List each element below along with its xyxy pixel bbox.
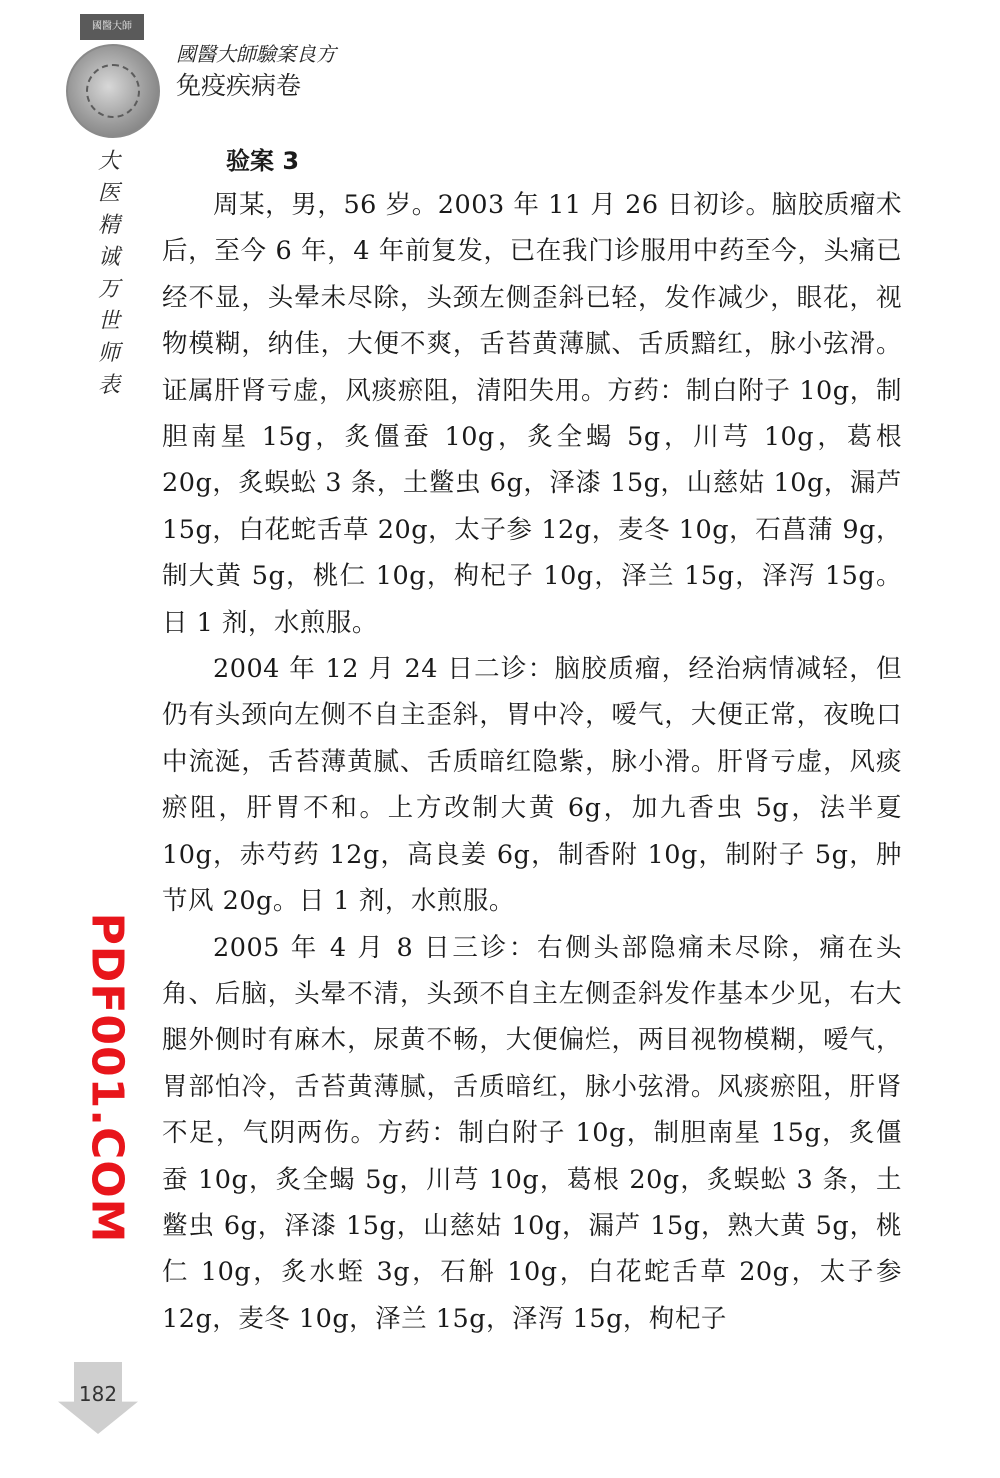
motto-char: 世	[97, 309, 120, 334]
paragraph-third-visit: 2005 年 4 月 8 日三诊：右侧头部隐痛未尽除，痛在头角、后脑，头晕不清，头颈不自主左侧歪斜发作基本少见，右大腿外侧时有麻木，尿黄不畅，大便偏烂，两目视物模糊，嗳气，胃部怕冷，舌苔黄薄腻，舌质暗红，脉小弦滑。风痰瘀阻，肝肾不足，气阴两伤。方药：制白附子 10g，制胆南星 15g，炙僵蚕 10g，炙全蝎 5g，川芎 10g，葛根 20g，炙蜈蚣 3 条，土鳖虫 6g，泽漆 15g，山慈姑 10g，漏芦 15g，熟大黄 5g，桃仁 10g，炙水蛭 3g，石斛 10g，白花蛇舌草 20g，太子参 12g，麦冬 10g，泽兰 15g，泽泻 15g，枸杞子	[162, 932, 902, 1334]
motto-char: 师	[97, 341, 120, 366]
page-number: 182	[78, 1382, 118, 1406]
medal-disc-icon	[66, 44, 160, 138]
motto-char: 大	[97, 149, 120, 174]
medal-emblem	[62, 14, 162, 134]
page-number-badge	[58, 1362, 138, 1434]
watermark	[72, 912, 142, 1244]
motto-char: 精	[97, 213, 120, 238]
volume-title: 免疫疾病卷	[176, 71, 302, 100]
paragraph-second-visit: 2004 年 12 月 24 日二诊：脑胶质瘤，经治病情减轻，但仍有头颈向左侧不自主歪斜，胃中冷，嗳气，大便正常，夜晚口中流涎，舌苔薄黄腻、舌质暗红隐紫，脉小滑。肝肾亏虚，风痰瘀阻，肝胃不和。上方改制大黄 6g，加九香虫 5g，法半夏 10g，赤芍药 12g，高良姜 6g，制香附 10g，制附子 5g，肿节风 20g。日 1 剂，水煎服。	[162, 654, 902, 917]
motto-char: 表	[97, 373, 120, 398]
paragraph-first-visit: 周某，男，56 岁。2003 年 11 月 26 日初诊。脑胶质瘤术后，至今 6 年，4 年前复发，已在我门诊服用中药至今，头痛已经不显，头晕未尽除，头颈左侧歪斜已轻，发作减少，眼花，视物模糊，纳佳，大便不爽，舌苔黄薄腻、舌质黯红，脉小弦滑。证属肝肾亏虚，风痰瘀阻，清阳失用。方药：制白附子 10g，制胆南星 15g，炙僵蚕 10g，炙全蝎 5g，川芎 10g，葛根 20g，炙蜈蚣 3 条，土鳖虫 6g，泽漆 15g，山慈姑 10g，漏芦 15g，白花蛇舌草 20g，太子参 12g，麦冬 10g，石菖蒲 9g，制大黄 5g，桃仁 10g，枸杞子 10g，泽兰 15g，泽泻 15g。日 1 剂，水煎服。	[162, 190, 902, 638]
motto-char: 万	[97, 277, 120, 302]
emblem-ribbon: 國醫大師	[80, 14, 144, 40]
watermark-text: PDF001.COM	[81, 912, 133, 1244]
motto-char: 诚	[97, 245, 120, 270]
vertical-motto	[94, 146, 124, 402]
main-text	[162, 136, 902, 1342]
motto-char: 医	[97, 181, 120, 206]
case-title: 验案 3	[226, 147, 300, 175]
series-title: 國醫大師驗案良方	[176, 42, 336, 66]
